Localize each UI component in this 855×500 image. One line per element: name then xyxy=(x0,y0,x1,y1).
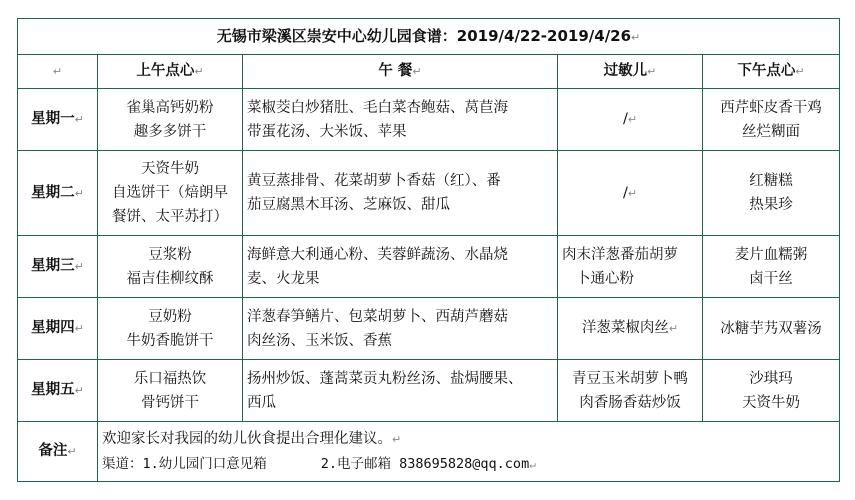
afternoon-snack-cell: 沙琪玛 天资牛奶 xyxy=(703,360,840,422)
day-cell: 星期三↵ xyxy=(18,236,98,298)
table-row xyxy=(18,89,840,151)
page-title: 无锡市梁溪区崇安中心幼儿园食谱：2019/4/22-2019/4/26↵ xyxy=(18,19,840,55)
afternoon-snack-cell: 红糖糕 热果珍 xyxy=(703,151,840,236)
day-cell: 星期四↵ xyxy=(18,298,98,360)
afternoon-snack-cell: 冰糖芋艿双薯汤 xyxy=(703,298,840,360)
morning-snack-cell: 豆奶粉 牛奶香脆饼干 xyxy=(98,298,243,360)
header-lunch: 午 餐↵ xyxy=(243,55,558,89)
table-row xyxy=(18,360,840,422)
lunch-cell: 洋葱春笋鳝片、包菜胡萝卜、西葫芦蘑菇 肉丝汤、玉米饭、香蕉 xyxy=(243,298,558,360)
morning-snack-cell: 雀巢高钙奶粉 趣多多饼干 xyxy=(98,89,243,151)
note-line-1: 欢迎家长对我园的幼儿伙食提出合理化建议。↵ xyxy=(102,430,402,447)
allergy-cell: 洋葱菜椒肉丝↵ xyxy=(558,298,703,360)
morning-snack-cell: 乐口福热饮 骨钙饼干 xyxy=(98,360,243,422)
lunch-cell: 菜椒茭白炒猪肚、毛白菜杏鲍菇、莴苣海 带蛋花汤、大米饭、苹果 xyxy=(243,89,558,151)
menu-table xyxy=(17,18,840,482)
note-label: 备注↵ xyxy=(18,422,98,482)
note-channel-box: 渠道：1.幼儿园门口意见箱 xyxy=(102,455,267,472)
lunch-cell: 海鲜意大利通心粉、芙蓉鲜蔬汤、水晶烧 麦、火龙果 xyxy=(243,236,558,298)
header-allergy: 过敏儿↵ xyxy=(558,55,703,89)
lunch-cell: 黄豆蒸排骨、花菜胡萝卜香菇（红）、番 茄豆腐黑木耳汤、芝麻饭、甜瓜 xyxy=(243,151,558,236)
allergy-cell: 青豆玉米胡萝卜鸭 肉香肠香菇炒饭 xyxy=(558,360,703,422)
note-channel-email: 2.电子邮箱 838695828@qq.com xyxy=(320,455,530,472)
afternoon-snack-cell: 西芹虾皮香干鸡 丝烂糊面 xyxy=(703,89,840,151)
lunch-cell: 扬州炒饭、蓬蒿菜贡丸粉丝汤、盐焗腰果、 西瓜 xyxy=(243,360,558,422)
allergy-cell: 肉末洋葱番茄胡萝 卜通心粉 xyxy=(558,236,703,298)
header-afternoon-snack: 下午点心↵ xyxy=(703,55,840,89)
note-content xyxy=(98,422,840,482)
table-row xyxy=(18,236,840,298)
day-cell: 星期二↵ xyxy=(18,151,98,236)
morning-snack-cell: 豆浆粉 福吉佳柳纹酥 xyxy=(98,236,243,298)
afternoon-snack-cell: 麦片血糯粥 卤干丝 xyxy=(703,236,840,298)
note-row xyxy=(18,422,840,482)
note-channels: 渠道：1.幼儿园门口意见箱 2.电子邮箱 838695828@qq.com↵ xyxy=(102,455,536,472)
morning-snack-cell: 天资牛奶 自选饼干（焙朗早 餐饼、太平苏打） xyxy=(98,151,243,236)
day-cell: 星期一↵ xyxy=(18,89,98,151)
allergy-cell: /↵ xyxy=(558,89,703,151)
header-row xyxy=(18,55,840,89)
day-cell: 星期五↵ xyxy=(18,360,98,422)
allergy-cell: /↵ xyxy=(558,151,703,236)
table-row xyxy=(18,298,840,360)
header-day: ↵ xyxy=(18,55,98,89)
title-row xyxy=(18,19,840,55)
header-morning-snack: 上午点心↵ xyxy=(98,55,243,89)
table-row xyxy=(18,151,840,236)
